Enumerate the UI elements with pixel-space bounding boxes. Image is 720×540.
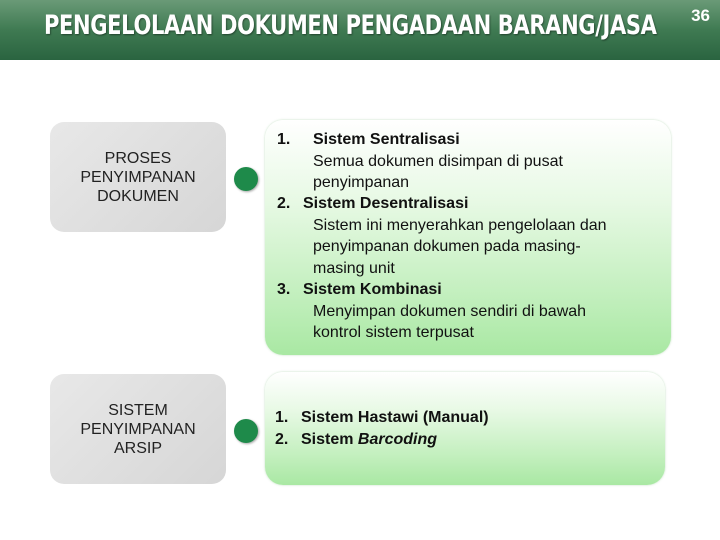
- content-box-sistem-penyimpanan-arsip: [265, 372, 665, 485]
- label-box-proses-penyimpanan: [50, 122, 226, 232]
- label-text: [58, 149, 218, 206]
- label-line: PROSES: [104, 149, 172, 167]
- item-number: 1.: [277, 131, 291, 148]
- bullet-circle-icon: [234, 167, 258, 191]
- label-line: PENYIMPANAN: [80, 168, 196, 186]
- item-title: Sistem Kombinasi: [303, 281, 442, 298]
- item-description: Menyimpan dokumen sendiri di bawah: [313, 302, 587, 320]
- label-text: [58, 401, 218, 458]
- list-item: [277, 193, 667, 279]
- item-description: penyimpanan dokumen pada masing-: [313, 238, 581, 255]
- list-item: [275, 429, 437, 451]
- list-item: [275, 407, 489, 429]
- item-title-prefix: Sistem: [301, 431, 358, 448]
- page-number: 36: [691, 6, 710, 25]
- item-description: Semua dokumen disimpan di pusat: [313, 152, 563, 170]
- item-title: Sistem Sentralisasi: [313, 131, 460, 148]
- page-title: PENGELOLAAN DOKUMEN PENGADAAN BARANG/JASA: [44, 10, 657, 41]
- item-title-emphasis: Barcoding: [357, 431, 438, 448]
- item-title: [301, 431, 437, 448]
- label-line: SISTEM: [108, 401, 168, 419]
- item-number: 2.: [275, 431, 289, 448]
- item-description: kontrol sistem terpusat: [313, 324, 474, 341]
- item-number: 3.: [277, 281, 291, 298]
- label-line: PENYIMPANAN: [80, 420, 196, 438]
- item-description: Sistem ini menyerahkan pengelolaan dan: [313, 216, 607, 234]
- label-line: DOKUMEN: [97, 187, 179, 205]
- item-description: penyimpanan: [313, 174, 410, 191]
- item-description: masing unit: [313, 259, 395, 277]
- item-number: 1.: [275, 409, 289, 426]
- item-number: 2.: [277, 195, 291, 212]
- bullet-circle-icon: [234, 419, 258, 443]
- label-box-sistem-penyimpanan-arsip: [50, 374, 226, 484]
- list-item: [277, 129, 667, 194]
- item-title: Sistem Desentralisasi: [303, 195, 469, 212]
- title-bar: [0, 0, 720, 60]
- content-box-proses-penyimpanan: [265, 120, 671, 355]
- label-line: ARSIP: [113, 439, 162, 457]
- item-title: Sistem Hastawi (Manual): [301, 409, 489, 426]
- list-item: [277, 279, 667, 344]
